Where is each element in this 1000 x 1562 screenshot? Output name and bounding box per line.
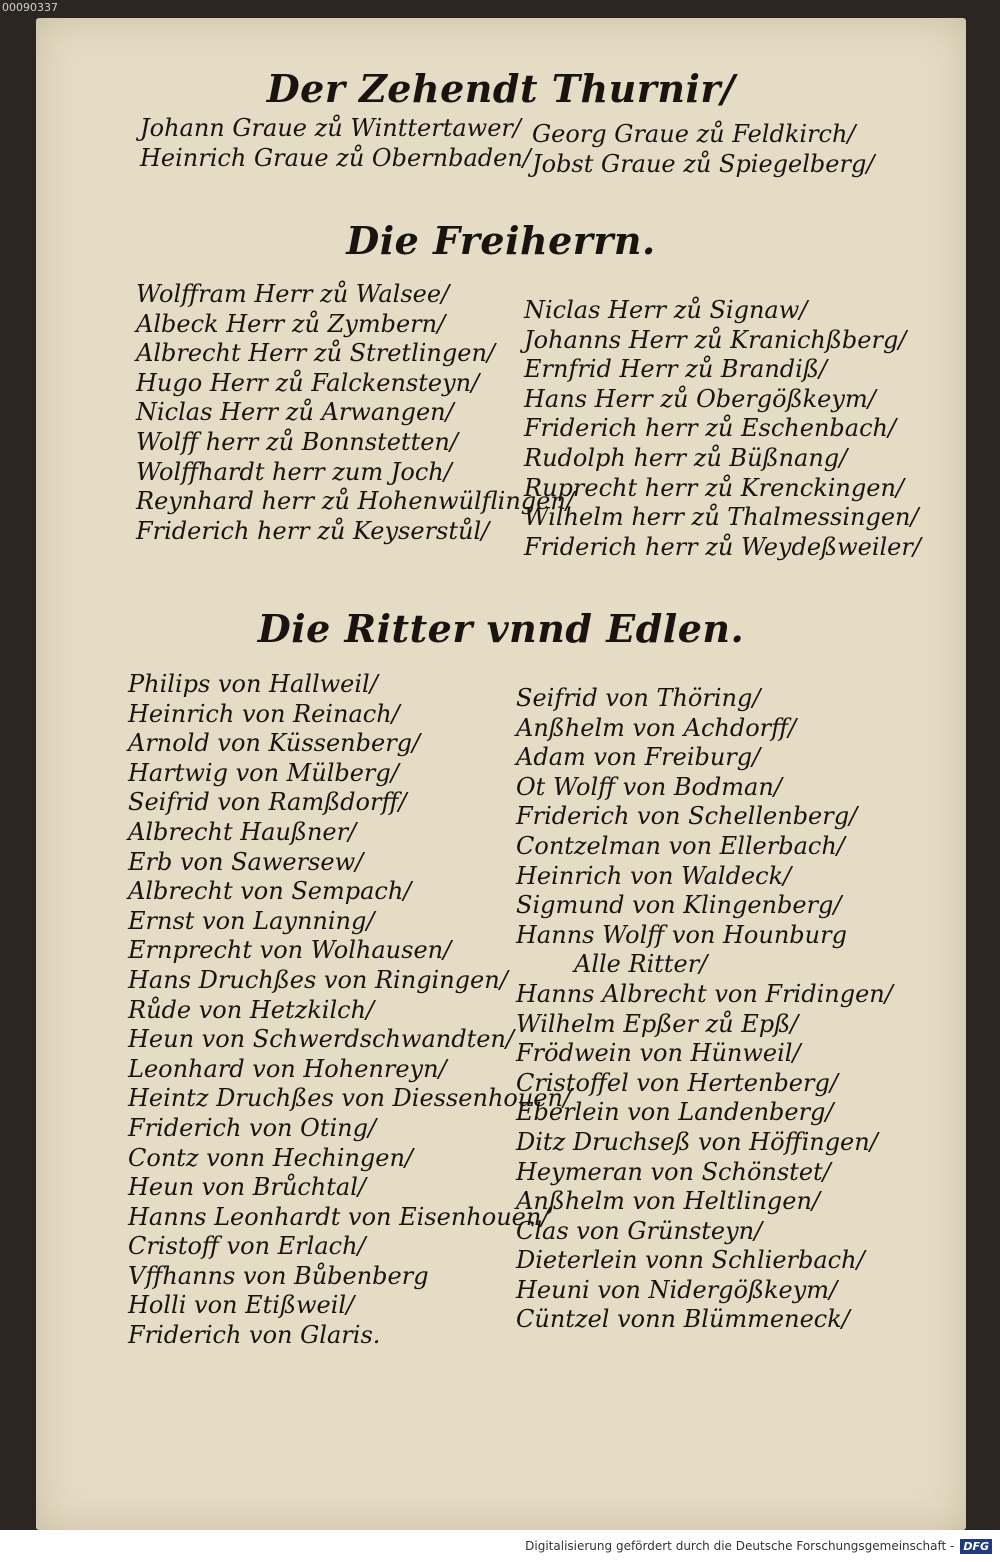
list-item: Wolffhardt herr zum Joch/: [136, 457, 452, 486]
footer-credit-text: Digitalisierung gefördert durch die Deutsche Forschungsgemeinschaft -: [525, 1539, 955, 1553]
list-item: Heun von Brůchtal/: [128, 1173, 366, 1202]
list-item: Niclas Herr zů Arwangen/: [136, 398, 454, 427]
list-item: Heymeran von Schönstet/: [516, 1157, 831, 1186]
list-item: Friderich herr zů Keyserstůl/: [136, 516, 490, 545]
list-item: Albrecht Herr zů Stretlingen/: [136, 339, 495, 368]
scan-id-label: 00090337: [2, 1, 58, 14]
list-item: Friderich von Glaris.: [128, 1321, 381, 1350]
list-item: Friderich von Schellenberg/: [516, 802, 858, 831]
list-item: Heinrich von Reinach/: [128, 699, 400, 728]
list-item: Vffhanns von Bůbenberg: [128, 1261, 429, 1290]
list-item: Alle Ritter/: [574, 950, 708, 979]
footer-bar: [0, 1530, 1000, 1562]
list-item: Heinrich Graue zů Obernbaden/: [140, 143, 531, 172]
zehendt-right-column: [532, 120, 874, 179]
list-item: Ernfrid Herr zů Brandiß/: [524, 355, 827, 384]
list-item: Albrecht Haußner/: [128, 817, 357, 846]
list-item: Hans Druchßes von Ringingen/: [128, 965, 508, 994]
list-item: Clas von Grünsteyn/: [516, 1216, 763, 1245]
freiherrn-right-column: [524, 296, 921, 562]
list-item: Holli von Etißweil/: [128, 1291, 355, 1320]
list-item: Wolffram Herr zů Walsee/: [136, 280, 450, 308]
list-item: Anßhelm von Heltlingen/: [516, 1187, 821, 1216]
list-item: Niclas Herr zů Signaw/: [524, 296, 808, 324]
zehendt-left-column: [140, 114, 531, 173]
list-item: Heinrich von Waldeck/: [516, 861, 792, 890]
list-item: Contz vonn Hechingen/: [128, 1143, 414, 1172]
list-item: Hanns Albrecht von Fridingen/: [516, 979, 893, 1008]
list-item: Erb von Sawersew/: [128, 847, 364, 876]
heading-freiherrn: Die Freiherrn.: [346, 218, 656, 263]
list-item: Cüntzel vonn Blümmeneck/: [516, 1305, 850, 1334]
list-item: Frödwein von Hünweil/: [516, 1039, 801, 1068]
list-item: Cristoff von Erlach/: [128, 1232, 366, 1261]
list-item: Ot Wolff von Bodman/: [516, 772, 782, 801]
list-item: Arnold von Küssenberg/: [128, 729, 421, 758]
list-item: Reynhard herr zů Hohenwülflingen/: [136, 487, 574, 516]
list-item: Dieterlein vonn Schlierbach/: [516, 1246, 865, 1275]
list-item: Hanns Wolff von Hounburg: [516, 920, 847, 949]
list-item: Wilhelm Epßer zů Epß/: [516, 1009, 799, 1038]
list-item: Friderich herr zů Weydeßweiler/: [524, 532, 921, 561]
list-item: Georg Graue zů Feldkirch/: [532, 120, 856, 148]
list-item: Hugo Herr zů Falckensteyn/: [136, 368, 480, 397]
ritter-left-column: [128, 670, 571, 1351]
list-item: Ernprecht von Wolhausen/: [128, 936, 452, 965]
list-item: Seifrid von Ramßdorff/: [128, 788, 407, 817]
list-item: Friderich herr zů Eschenbach/: [524, 414, 897, 443]
list-item: Albeck Herr zů Zymbern/: [136, 309, 446, 338]
list-item: Adam von Freiburg/: [516, 743, 761, 772]
list-item: Eberlein von Landenberg/: [516, 1098, 834, 1127]
list-item: Hans Herr zů Obergößkeym/: [524, 384, 876, 413]
heading-zehendt-thurnir: Der Zehendt Thurnir/: [266, 66, 736, 111]
list-item: Johann Graue zů Winttertawer/: [140, 114, 521, 142]
list-item: Heintz Druchßes von Diessenhouen/: [128, 1084, 572, 1113]
list-item: Hanns Leonhardt von Eisenhouen/: [128, 1202, 550, 1231]
list-item: Anßhelm von Achdorff/: [516, 713, 797, 742]
list-item: Růde von Hetzkilch/: [128, 995, 375, 1024]
list-item: Seifrid von Thöring/: [516, 684, 761, 712]
list-item: Heun von Schwerdschwandten/: [128, 1025, 514, 1054]
list-item: Heuni von Nidergößkeym/: [516, 1275, 838, 1304]
document-page: [36, 18, 966, 1530]
dfg-logo-icon: DFG: [960, 1539, 992, 1554]
list-item: Contzelman von Ellerbach/: [516, 831, 845, 860]
list-item: Leonhard von Hohenreyn/: [128, 1054, 447, 1083]
list-item: Sigmund von Klingenberg/: [516, 891, 842, 920]
list-item: Ditz Druchseß von Höffingen/: [516, 1127, 878, 1156]
list-item: Wilhelm herr zů Thalmessingen/: [524, 503, 919, 532]
list-item: Ruprecht herr zů Krenckingen/: [524, 473, 904, 502]
ritter-right-column: [516, 684, 893, 1335]
list-item: Friderich von Oting/: [128, 1113, 377, 1142]
list-item: Hartwig von Mülberg/: [128, 758, 399, 787]
heading-ritter-edlen: Die Ritter vnnd Edlen.: [257, 606, 745, 651]
list-item: Albrecht von Sempach/: [128, 877, 412, 906]
list-item: Philips von Hallweil/: [128, 670, 378, 698]
list-item: Ernst von Laynning/: [128, 906, 375, 935]
list-item: Rudolph herr zů Büßnang/: [524, 443, 848, 472]
list-item: Cristoffel von Hertenberg/: [516, 1068, 838, 1097]
list-item: Wolff herr zů Bonnstetten/: [136, 427, 458, 456]
freiherrn-left-column: [136, 280, 574, 546]
list-item: Johanns Herr zů Kranichßberg/: [524, 325, 907, 354]
list-item: Jobst Graue zů Spiegelberg/: [532, 149, 875, 178]
